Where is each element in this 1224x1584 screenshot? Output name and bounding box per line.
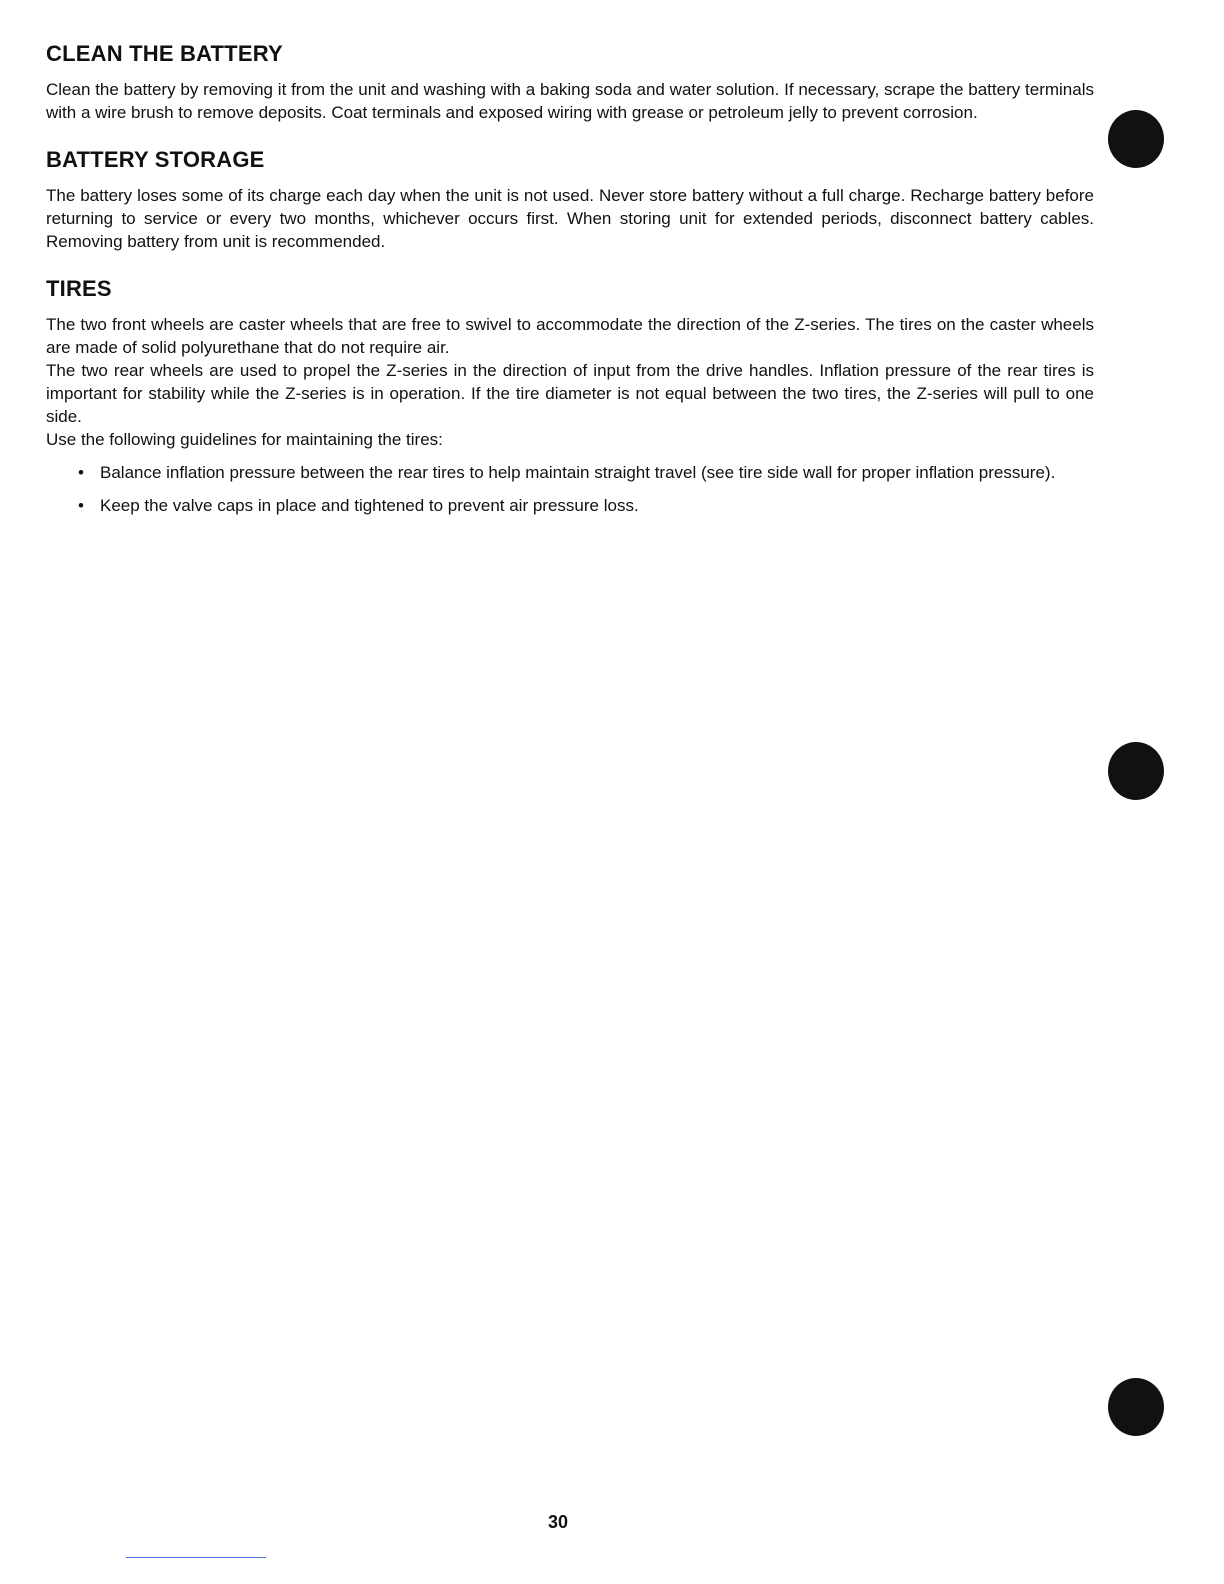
tire-guidelines-list — [46, 461, 1094, 517]
tires-paragraph-guidelines: Use the following guidelines for maintaining the tires: — [46, 430, 443, 449]
tires-section — [46, 275, 1094, 517]
list-item: • Keep the valve caps in place and tightened to prevent air pressure loss. — [100, 494, 1094, 517]
battery-storage-section — [46, 146, 1094, 253]
battery-storage-heading: BATTERY STORAGE — [46, 147, 265, 172]
tires-paragraph-front-wheels: The two front wheels are caster wheels that are free to swivel to accommodate the direction of the Z-series. The tires on the caster wheels are made of solid polyurethane that do not require air. — [46, 315, 1094, 357]
binder-hole-bottom — [1108, 1378, 1164, 1436]
tires-heading: TIRES — [46, 276, 112, 301]
binder-hole-top — [1108, 110, 1164, 168]
list-item: • Balance inflation pressure between the rear tires to help maintain straight travel (see tire side wall for proper inflation pressure). — [100, 461, 1094, 484]
battery-storage-body: The battery loses some of its charge each day when the unit is not used. Never store battery without a full charge. Recharge battery before returning to service or every two months, whichever occurs first. When storing unit for extended periods, disconnect battery cables. Removing battery from unit is recommended. — [46, 186, 1094, 251]
page-number: 30 — [547, 1512, 569, 1532]
footer-line — [126, 1557, 266, 1558]
clean-battery-section — [46, 40, 1094, 124]
clean-battery-heading: CLEAN THE BATTERY — [46, 41, 283, 66]
clean-battery-body: Clean the battery by removing it from the unit and washing with a baking soda and water solution. If necessary, scrape the battery terminals with a wire brush to remove deposits. Coat terminals and exposed wiring with grease or petroleum jelly to prevent corrosion. — [46, 80, 1094, 122]
binder-hole-middle — [1108, 742, 1164, 800]
tires-paragraph-rear-wheels: The two rear wheels are used to propel the Z-series in the direction of input from the drive handles. Inflation pressure of the rear tires is important for stability while the Z-series is in operation. If the tire diameter is not equal between the two tires, the Z-series will pull to one side. — [46, 361, 1094, 426]
page-content — [46, 40, 1094, 539]
